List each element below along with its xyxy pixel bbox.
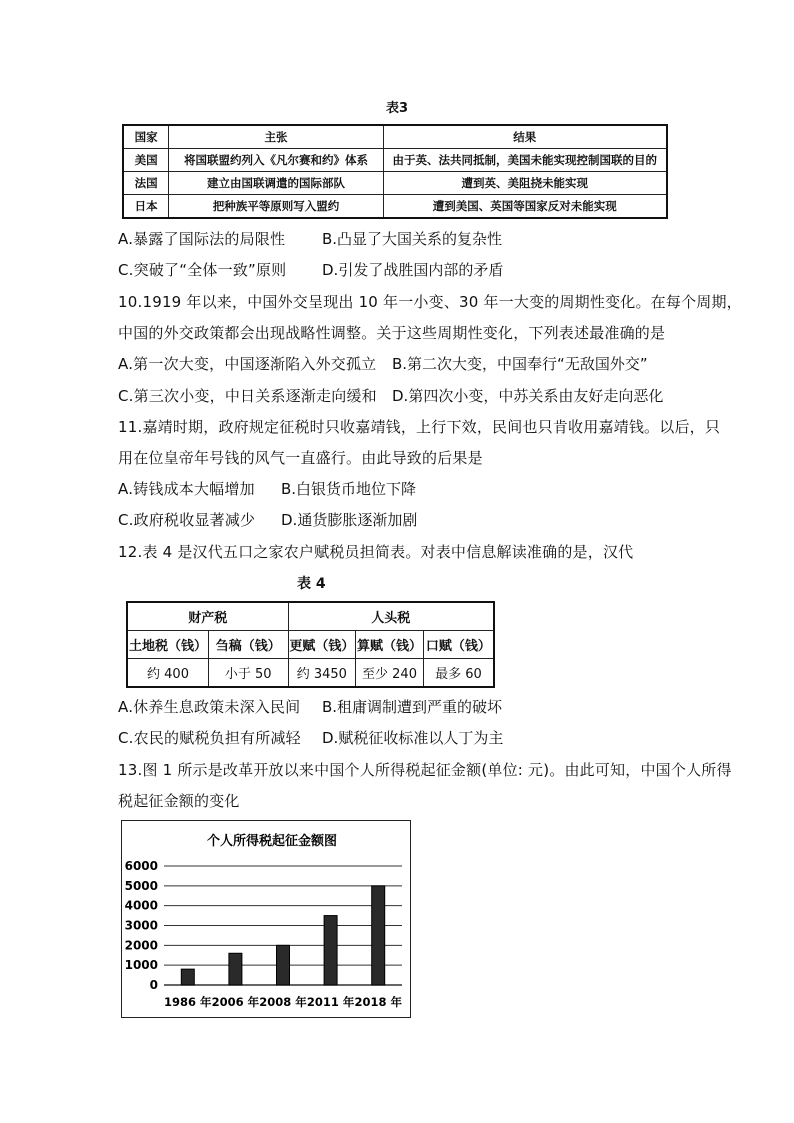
chart-x-ticks — [164, 995, 402, 1009]
table-cell: 约 3450 — [288, 659, 356, 688]
q11-option-b: B.白银货币地位下降 — [281, 480, 417, 498]
table4 — [126, 601, 495, 688]
table-cell: 将国联盟约列入《凡尔赛和约》体系 — [169, 149, 383, 172]
table3-caption: 表3 — [386, 101, 409, 116]
table-cell: 由于英、法共同抵制，美国未能实现控制国联的目的 — [383, 149, 667, 172]
x-tick-label: 2006 年 — [211, 995, 260, 1009]
y-tick-label: 2000 — [124, 938, 158, 953]
table-row — [123, 149, 667, 172]
table-cell: 遭到英、美阻挠未能实现 — [383, 172, 667, 195]
table-cell: 建立由国联调遣的国际部队 — [169, 172, 383, 195]
table-cell: 遭到美国、英国等国家反对未能实现 — [383, 195, 667, 219]
table-cell: 美国 — [123, 149, 169, 172]
q12-option-c: C.农民的赋税负担有所减轻 — [118, 729, 301, 747]
q13-stem-line1: 13.图 1 所示是改革开放以来中国个人所得税起征金额(单位: 元)。由此可知，中国个人所得 — [118, 761, 732, 779]
table-cell: 法国 — [123, 172, 169, 195]
table-cell: 小于 50 — [209, 659, 289, 688]
table4-header-cell: 更赋（钱） — [288, 631, 356, 659]
q11-option-a: A.铸钱成本大幅增加 — [118, 480, 255, 498]
table-row — [127, 659, 494, 688]
chart-title: 个人所得税起征金额图 — [206, 834, 338, 849]
table4-header-cell: 算赋（钱） — [356, 631, 424, 659]
y-tick-label: 3000 — [124, 918, 158, 933]
q13-stem-line2: 税起征金额的变化 — [118, 792, 240, 810]
q12-option-a: A.休养生息政策未深入民间 — [118, 698, 301, 716]
q9-option-a: A.暴露了国际法的局限性 — [118, 230, 286, 248]
q10-option-a: A.第一次大变，中国逐渐陷入外交孤立 — [118, 355, 377, 373]
q9-option-b: B.凸显了大国关系的复杂性 — [322, 230, 503, 248]
table4-header-cell: 土地税（钱） — [127, 631, 209, 659]
table4-header-row — [127, 631, 494, 659]
x-tick-label: 2018 年 — [354, 995, 402, 1009]
table3-header-cell: 国家 — [123, 125, 169, 149]
table4-header-cell: 刍稿（钱） — [209, 631, 289, 659]
y-tick-label: 0 — [149, 978, 158, 992]
income-tax-chart — [122, 821, 410, 1017]
table3-header-cell: 主张 — [169, 125, 383, 149]
x-tick-label: 2008 年 — [259, 995, 307, 1009]
income-tax-chart-frame — [121, 820, 411, 1018]
q10-option-d: D.第四次小变，中苏关系由友好走向恶化 — [392, 387, 664, 405]
x-tick-label: 1986 年 — [164, 995, 212, 1009]
chart-bars — [181, 886, 384, 985]
table4-group-row — [127, 602, 494, 631]
table-cell: 日本 — [123, 195, 169, 219]
chart-bar — [229, 953, 242, 985]
y-tick-label: 6000 — [124, 859, 158, 873]
q12-stem: 12.表 4 是汉代五口之家农户赋税员担简表。对表中信息解读准确的是，汉代 — [118, 543, 634, 561]
q11-stem-line2: 用在位皇帝年号钱的风气一直盛行。由此导致的后果是 — [118, 449, 483, 467]
table-row — [123, 172, 667, 195]
chart-bar — [324, 916, 337, 985]
q10-stem-line1: 10.1919 年以来，中国外交呈现出 10 年一小变、30 年一大变的周期性变化。在每个周期， — [118, 293, 742, 311]
table3-header-row — [123, 125, 667, 149]
table4-group-cell: 财产税 — [127, 602, 288, 631]
table-cell: 约 400 — [127, 659, 209, 688]
q12-option-b: B.租庸调制遭到严重的破坏 — [322, 698, 503, 716]
q9-option-d: D.引发了战胜国内部的矛盾 — [322, 261, 504, 279]
chart-bar — [277, 945, 290, 985]
chart-y-ticks — [125, 859, 158, 992]
table3-header-cell: 结果 — [383, 125, 667, 149]
table-cell: 最多 60 — [423, 659, 494, 688]
x-tick-label: 2011 年 — [306, 995, 355, 1009]
table3 — [122, 124, 668, 219]
table-cell: 把种族平等原则写入盟约 — [169, 195, 383, 219]
q10-option-c: C.第三次小变，中日关系逐渐走向缓和 — [118, 387, 377, 405]
chart-bar — [372, 886, 385, 985]
q11-stem-line1: 11.嘉靖时期，政府规定征税时只收嘉靖钱，上行下效，民间也只肯收用嘉靖钱。以后，只 — [118, 418, 721, 436]
chart-bar — [181, 969, 194, 985]
table4-caption: 表 4 — [297, 576, 326, 592]
table-row — [123, 195, 667, 219]
q9-option-c: C.突破了“全体一致”原则 — [118, 261, 287, 279]
q10-option-b: B.第二次大变，中国奉行“无敌国外交” — [392, 355, 648, 373]
q11-option-c: C.政府税收显著减少 — [118, 511, 256, 529]
y-tick-label: 1000 — [124, 958, 158, 973]
q12-option-d: D.赋税征收标准以人丁为主 — [322, 729, 504, 747]
table-cell: 至少 240 — [356, 659, 424, 688]
q11-option-d: D.通货膨胀逐渐加剧 — [281, 511, 418, 529]
y-tick-label: 5000 — [124, 878, 158, 893]
table4-group-cell: 人头税 — [288, 602, 494, 631]
y-tick-label: 4000 — [124, 898, 158, 913]
table4-header-cell: 口赋（钱） — [423, 631, 494, 659]
q10-stem-line2: 中国的外交政策都会出现战略性调整。关于这些周期性变化，下列表述最准确的是 — [118, 324, 666, 342]
